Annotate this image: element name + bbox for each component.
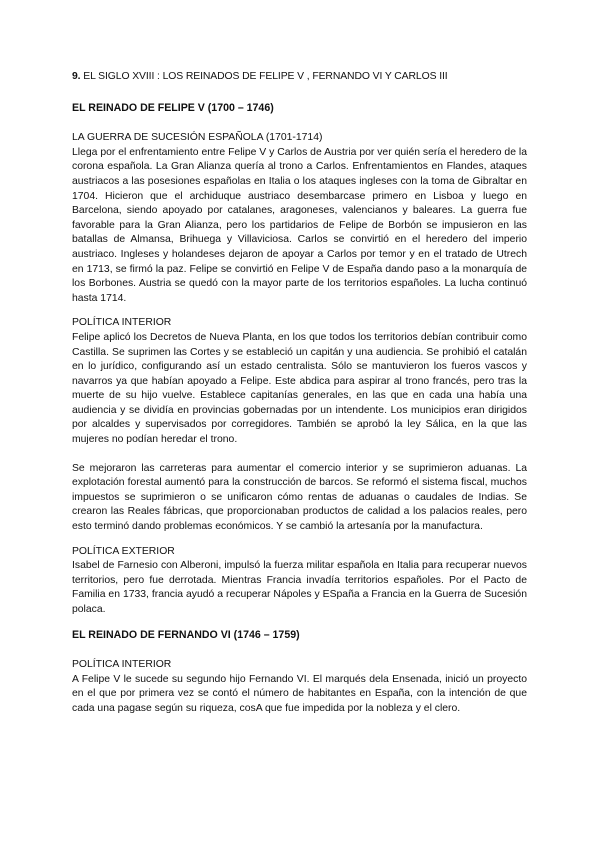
felipe-heading: EL REINADO DE FELIPE V (1700 – 1746) bbox=[72, 101, 274, 114]
war-section bbox=[72, 131, 527, 306]
unit-number: 9. bbox=[72, 71, 81, 82]
unit-title bbox=[72, 70, 527, 85]
felipe-interior-paragraph-1: Felipe aplicó los Decretos de Nueva Planta, en los que todos los territorios debían contribuir como Castilla. Se suprimen las Cortes y se estableció un capitán y una audiencia. Se prohibió el catalán en lo jurídico, configurando así un estado centralista. Sólo se mantuvieron los fueros vascos y navarros ya que habían apoyado a Felipe. Este abdica para aspirar al trono francés, pero tras la muerte de su hijo vuelve. Establece capitanías generales, en las que en cada una había una audiencia y se dividía en provincias gobernadas por un intendente. Los municipios eran dirigidos por alcaldes y supervisados por corregidores. También se aprobó la ley Sálica, en la que las mujeres no podían heredar el trono. bbox=[72, 331, 527, 446]
felipe-exterior-section bbox=[72, 545, 527, 618]
felipe-interior-subheading: POLÍTICA INTERIOR bbox=[72, 317, 172, 329]
fernando-interior-subheading: POLÍTICA INTERIOR bbox=[72, 659, 172, 671]
document-page bbox=[72, 70, 527, 731]
war-paragraph: Llega por el enfrentamiento entre Felipe V y Carlos de Austria por ver quién sería el heredero de la corona española. La Gran Alianza quería al trono a Carlos. Enfrentamientos en Flandes, ataques austriacos a las posesiones españolas en Italia o los ataques ingleses con la toma de Gibraltar en 1704. Hicieron que el archiduque austriaco desembarcase primero en Lisboa y luego en Barcelona, siendo apoyado por catalanes, aragoneses, valencianos y baleares. La guerra fue favorable para la Gran Alianza, pero los partidarios de Felipe de Borbón se impusieron en las batallas de Almansa, Brihuega y Villaviciosa. Carlos se convirtió en el heredero del imperio austriaco. Ingleses y holandeses dejaron de apoyar a Carlos por temor y en el tratado de Utrech en 1713, se firmó la paz. Felipe se convirtió en Felipe V de España dando paso a la monarquía de los Borbones. Austria se quedó con la mayor parte de los territorios españoles. La lucha continuó hasta 1714. bbox=[72, 146, 527, 304]
felipe-interior-section bbox=[72, 316, 527, 534]
fernando-heading: EL REINADO DE FERNANDO VI (1746 – 1759) bbox=[72, 628, 300, 641]
fernando-interior-paragraph: A Felipe V le sucede su segundo hijo Fernando VI. El marqués dela Ensenada, inició un proyecto en el que por primera vez se contó el número de habitantes en España, con la intención de que cada una pagase según su riqueza, cosA que fue impedida por la nobleza y el clero. bbox=[72, 673, 527, 714]
felipe-exterior-subheading: POLÍTICA EXTERIOR bbox=[72, 545, 175, 557]
fernando-interior-section bbox=[72, 658, 527, 716]
felipe-interior-paragraph-2: Se mejoraron las carreteras para aumentar el comercio interior y se suprimieron aduanas. La explotación forestal aumentó para la construcción de barcos. Se reformó el sistema fiscal, muchos impuestos se suprimieron o se unificaron cómo rentas de aduanas o caudales de Indias. Se crearon las Reales fábricas, que proporcionaban productos de calidad a los palacios reales, pero esto terminó dando problemas económicos. Y se cambió la artesanía por la manufactura. bbox=[72, 462, 527, 533]
unit-title-text: EL SIGLO XVIII : LOS REINADOS DE FELIPE V , FERNANDO VI Y CARLOS III bbox=[83, 71, 448, 82]
war-subheading: LA GUERRA DE SUCESIÓN ESPAÑOLA (1701-1714) bbox=[72, 132, 323, 144]
felipe-exterior-paragraph: Isabel de Farnesio con Alberoni, impulsó la fuerza militar española en Italia para recuperar nuevos territorios, pero fue derrotada. Mientras Francia invadía territorios españoles. Por el Pacto de Familia en 1733, francia ayudó a recuperar Nápoles y ESpaña a Francia en la Guerra de Sucesión polaca. bbox=[72, 560, 527, 615]
